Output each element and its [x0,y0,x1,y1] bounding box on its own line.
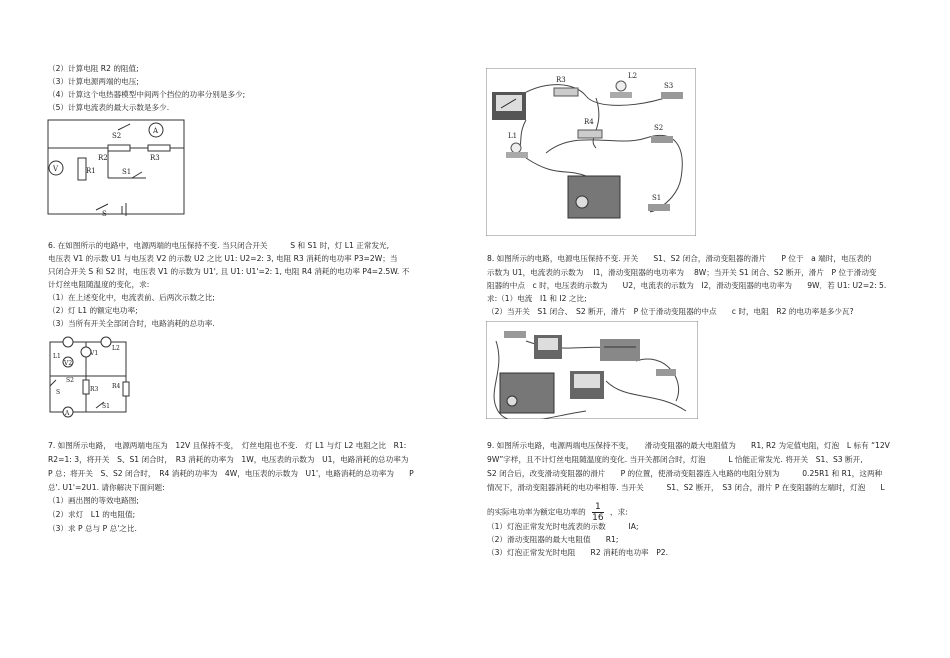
fig2-label-ammeter: A [65,410,70,417]
fig2-label-v1: V1 [90,350,99,357]
q9-item-3: （3）灯泡正常发光时电阻 R2 消耗的电功率 P2. [487,548,669,557]
fig2-label-v2: V2 [64,360,73,367]
q7-item-2: （2）求灯 L1 的电阻值; [48,510,136,519]
q6-line-2: 电压表 V1 的示数 U1 与电压表 V2 的示数 U2 之比 U1: U2=2: 3, 电阻 R3 消耗的电功率 P3=2W；当 [48,254,398,263]
q6-item-1: （1）在上述变化中，电流表前、后两次示数之比; [48,293,215,302]
q7-line-2: R2=1: 3，将开关 S、S1 闭合时， R3 消耗的功率为 1W，电压表的示数为 U1，电路消耗的总功率为 [48,455,409,464]
fig1-label-s: S [102,210,107,216]
circuit-diagram-q6 [46,336,130,418]
q6-item-3: （3）当所有开关全部闭合时，电路消耗的总功率. [48,319,215,328]
rheostat-top [600,339,640,361]
q9-fraction-num: 1 [592,502,603,513]
q5-item-4: （4）计算这个电热器模型中间两个挡位的功率分别是多少; [48,90,246,99]
q7-item-1: （1）画出图的等效电路图; [48,496,139,505]
q9-fraction-den: 16 [592,513,604,523]
q8-line-5: （2）当开关 S1 闭合、 S2 断开，滑片 P 位于滑动变阻器的中点 c 时，电阻 R2 的电功率是多少瓦? [487,307,854,316]
fig1-label-ammeter: A [153,127,159,135]
fig3-label-l1: L1 [508,132,518,140]
q6-line-1: 6. 在如图所示的电路中，电源两端的电压保持不变. 当只闭合开关 S 和 S1 时，灯 L1 正常发光, [48,241,390,250]
fig1-label-s1: S1 [122,168,132,176]
fig1-label-r3: R3 [150,154,160,162]
q9-fraction-prefix: 的实际电功率为额定电功率的 [487,507,586,517]
fig2-label-l1: L1 [53,353,61,360]
q7-line-4: 总'. U1'=2U1. 请你解决下面问题: [48,483,165,492]
fig2-label-s: S [56,389,61,396]
q9-fraction-suffix: ，求: [610,507,628,517]
q6-item-2: （2）灯 L1 的额定电功率; [48,306,138,315]
q8-line-3: 阻器的中点 c 时，电压表的示数为 U2，电流表的示数为 I2，滑动变阻器的电功率为 9W．若 U1: U2=2: 5. [487,281,887,290]
fig1-label-r1: R1 [86,167,96,175]
q5-item-5: （5）计算电流表的最大示数是多少. [48,103,170,112]
fig3-label-r3: R3 [556,76,566,84]
q7-line-3: P 总；将开关 S、S2 闭合时， R4 消耗的功率为 4W，电压表的示数为 U1'，电路消耗的总功率为 P [48,469,414,478]
q9-line-1: 9. 如图所示电路，电源两端电压保持不变， 滑动变阻器的最大电阻值为 R1, R2 为定值电阻，灯泡 L 标有 “12V [487,441,890,450]
q5-item-3: （3）计算电源两端的电压; [48,77,139,86]
q8-line-4: 求:（1）电流 I1 和 I2 之比; [487,294,587,303]
switch-left [504,331,526,338]
resistor-r3-box [554,88,578,96]
physical-circuit-q7 [486,68,696,236]
q9-fraction [592,502,603,523]
meter-apparatus [492,92,526,120]
q9-line-3: S2 闭合后，改变滑动变阻器的滑片 P 的位置，使滑动变阻器连入电路的电阻分别为 0.25R1 和 R1，这两种 [487,469,883,478]
fig3-label-s2: S2 [654,124,664,132]
switch-s1 [648,204,670,211]
switch-right [656,369,676,376]
q9-item-1: （1）灯泡正常发光时电流表的示数 IA; [487,522,639,531]
fig2-label-l2: L2 [112,345,120,352]
switch-s3 [661,92,683,99]
rheostat-box [568,176,620,218]
circuit-diagram-q5 [46,118,186,216]
fig3-label-l2: L2 [628,72,638,80]
resistor-r4-box [578,130,602,138]
q7-line-1: 7. 如图所示电路， 电源两端电压为 12V 且保持不变， 灯丝电阻也不变. 灯 L1 与灯 L2 电阻之比 R1: [48,441,407,450]
q9-line-2: 9W”字样，且不计灯丝电阻随温度的变化. 当开关都闭合时，灯泡 L 恰能正常发光. 将开关 S1、S3 断开, [487,455,863,464]
q7-item-3: （3）求 P 总与 P 总'之比. [48,524,137,533]
fig3-label-r4: R4 [584,118,594,126]
fig2-label-s1: S1 [102,403,110,410]
q6-line-4: 计灯丝电阻随温度的变化，求: [48,280,150,289]
q9-item-2: （2）滑动变阻器的最大电阻值 R1; [487,535,619,544]
fig2-label-r3: R3 [90,386,99,393]
q8-line-2: 示数为 U1，电流表的示数为 I1，滑动变阻器的电功率为 8W；当开关 S1 闭合、S2 断开，滑片 P 位于滑动变 [487,268,877,277]
fig1-label-voltmeter: V [53,165,59,173]
q9-line-4: 情况下，滑动变阻器消耗的电功率相等. 当开关 S1、S2 断开， S3 闭合，滑片 P 在变阻器的左端时，灯泡 L [487,483,885,492]
fig3-label-s1: S1 [652,194,662,202]
fig3-label-s3: S3 [664,82,674,90]
power-supply [500,373,554,413]
bulb-l1 [511,143,521,153]
fig2-label-r4: R4 [112,383,121,390]
q6-line-3: 只闭合开关 S 和 S2 时，电压表 V1 的示数为 U1', 且 U1: U1'=2: 1, 电阻 R4 消耗的电功率 P4=2.5W. 不 [48,267,410,276]
fig1-label-r2: R2 [98,154,108,162]
bulb-l2 [616,81,626,91]
fig2-label-s2: S2 [66,377,74,384]
fig1-label-s2: S2 [112,132,122,140]
physical-apparatus-q8 [486,321,698,419]
switch-s2 [651,136,673,143]
q9-fraction-line [487,502,628,523]
q8-line-1: 8. 如图所示的电路，电源电压保持不变. 开关 S1、S2 闭合，滑动变阻器的滑片 P 位于 a 端时，电压表的 [487,254,872,263]
q5-item-2: （2）计算电阻 R2 的阻值; [48,64,139,73]
